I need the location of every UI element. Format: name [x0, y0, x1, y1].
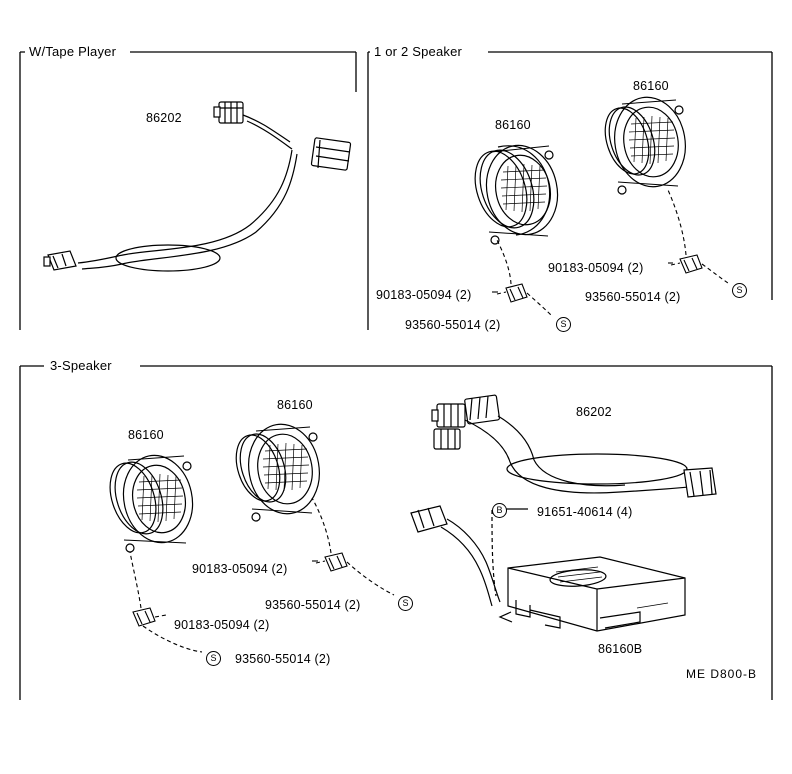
symbol-s-top-left: S [556, 317, 571, 332]
part-label-90183-top-right: 90183-05094 (2) [548, 261, 644, 275]
part-label-93560-top-left: 93560-55014 (2) [405, 318, 501, 332]
part-label-86160-top-left: 86160 [495, 118, 531, 132]
part-label-90183-low: 90183-05094 (2) [174, 618, 270, 632]
symbol-b-bolt: B [492, 503, 507, 518]
part-label-93560-low: 93560-55014 (2) [235, 652, 331, 666]
symbol-s-top-right: S [732, 283, 747, 298]
part-label-90183-top-left: 90183-05094 (2) [376, 288, 472, 302]
part-label-91651: 91651-40614 (4) [537, 505, 633, 519]
diagram-footer-code: ME D800-B [686, 667, 758, 681]
part-label-86160-top-right: 86160 [633, 79, 669, 93]
part-label-86160B: 86160B [598, 642, 643, 656]
part-label-90183-mid: 90183-05094 (2) [192, 562, 288, 576]
part-label-93560-mid: 93560-55014 (2) [265, 598, 361, 612]
symbol-s-mid: S [398, 596, 413, 611]
section-title-1-or-2-speaker: 1 or 2 Speaker [370, 44, 466, 59]
section-title-3-speaker: 3-Speaker [46, 358, 116, 373]
part-label-86202-bottom: 86202 [576, 405, 612, 419]
part-label-93560-top-right: 93560-55014 (2) [585, 290, 681, 304]
symbol-s-low: S [206, 651, 221, 666]
part-label-86202-top: 86202 [146, 111, 182, 125]
part-label-86160-left: 86160 [128, 428, 164, 442]
part-label-86160-mid: 86160 [277, 398, 313, 412]
section-title-w-tape-player: W/Tape Player [25, 44, 120, 59]
